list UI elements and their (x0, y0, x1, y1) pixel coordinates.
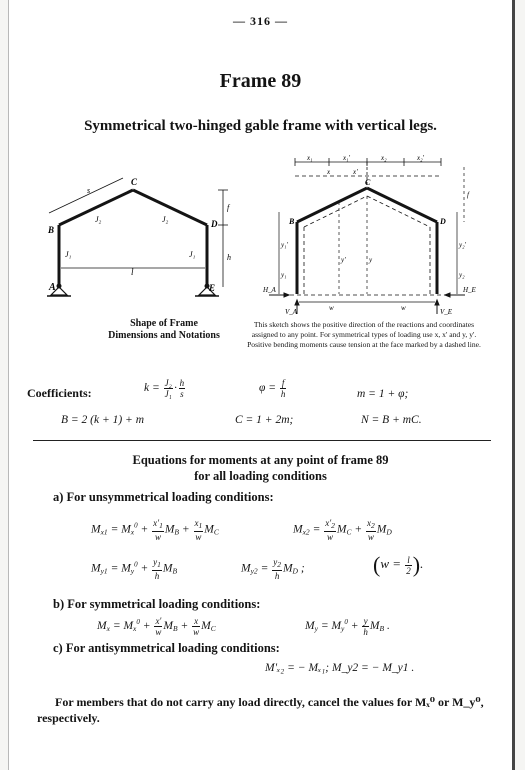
coefficient-n: N = B + mC. (361, 414, 422, 426)
label-x2-prime: x₂' (417, 154, 425, 162)
right-rafter (133, 190, 207, 225)
equation-mx1: $M_{x1} = M_x^0$ + $\frac{x'_1}{w}$ $M_B$ + $\frac{x_1}{w}$ $M_C$ (91, 518, 219, 542)
page-title: Frame 89 (219, 70, 302, 92)
label-w-left: w (329, 304, 334, 312)
label-x-prime: x' (353, 168, 358, 176)
label-x1-prime: x₁' (343, 154, 351, 162)
coefficient-b: B = 2 (k + 1) + m (61, 414, 144, 426)
label-j1-right: J₁ (189, 250, 196, 259)
figure-right-caption: This sketch shows the positive direction of the reactions and coordinates assigned to any point. For symmetrical types of loading use x, x' and y, y'. Positive bending moments cause tension at the face marked by a dashed line. (247, 320, 481, 349)
page-number: — 316 — (233, 14, 288, 28)
label-va: V_A (285, 308, 298, 316)
label-f: f (227, 203, 230, 212)
figure-left-caption: Shape of Frame Dimensions and Notations (108, 318, 220, 341)
label-j1-left: J₁ (65, 250, 72, 259)
section-b-heading: b) For symmetrical loading conditions: (53, 597, 261, 611)
label-j2-left: J₂ (95, 215, 102, 224)
label-d-right: D (440, 217, 446, 226)
section-c-heading: c) For antisymmetrical loading conditions: (53, 641, 280, 655)
equations-heading: Equations for moments at any point of frame 89 for all loading conditions (132, 453, 389, 483)
equation-my: $M_y = M_y^0$ + $\frac{y}{h}$ $M_B$ . (305, 616, 390, 637)
coefficient-c: C = 1 + 2m; (235, 414, 294, 426)
label-e: E (209, 283, 216, 293)
label-b-right: B (289, 217, 295, 226)
footer-paragraph: For members that do not carry any load directly, cancel the values for Mₓ⁰ or M_y⁰, respectively. (37, 695, 484, 725)
label-x2: x₂ (381, 154, 387, 162)
label-y-prime: y' (341, 256, 346, 264)
label-h: h (227, 253, 231, 262)
coefficient-m: m = 1 + φ; (357, 388, 409, 400)
section-a-heading: a) For unsymmetrical loading conditions: (53, 490, 274, 504)
equation-mx2: $M_{x2}$ = $\frac{x'_2}{w}$ $M_C$ + $\frac{x_2}{w}$ $M_D$ (293, 518, 392, 542)
equation-my1: $M_{y1} = M_y^0$ + $\frac{y_1}{h}$ $M_B$ (91, 557, 178, 581)
label-s: s (87, 186, 91, 195)
label-f-right: f (467, 191, 469, 199)
coefficient-phi: φ = $\frac{f}{h}$ (259, 378, 286, 399)
section-divider (33, 440, 491, 441)
dimension-line-s (49, 178, 123, 213)
label-j2-right: J₂ (162, 215, 169, 224)
frame-shape-diagram (37, 165, 257, 315)
label-y2: y₂ (459, 271, 465, 279)
label-x: x (327, 168, 331, 176)
coefficient-k: k = $\frac{\text{J₂}}{\text{J₁}}$ · $\frac{h}{s}$ (144, 378, 185, 399)
label-x1: x₁ (307, 154, 313, 162)
equation-mx: $M_x = M_x^0$ + $\frac{x'}{w}$ $M_B$ + $\frac{x}{w}$ $M_C$ (97, 616, 216, 637)
label-y1: y₁ (281, 271, 287, 279)
coefficients-label: Coefficients: (27, 386, 92, 400)
label-a: A (49, 282, 56, 293)
label-ha: H_A (263, 286, 276, 294)
label-y2-prime: y₂' (459, 241, 467, 249)
label-y1-prime: y₁' (281, 241, 289, 249)
label-b: B (48, 225, 55, 235)
book-page (8, 0, 515, 770)
page-subtitle: Symmetrical two-hinged gable frame with vertical legs. (84, 118, 437, 134)
label-c: C (131, 177, 138, 187)
label-w-right: w (401, 304, 406, 312)
label-d: D (211, 219, 218, 229)
label-he: H_E (463, 286, 476, 294)
equation-w: (w = $\frac{l}{2}$ ). (373, 552, 424, 577)
sign-convention-diagram (259, 152, 484, 317)
label-l: l (131, 267, 134, 277)
equation-antisymmetrical: M'ₓ₂ = − Mₓ₁; M_y2 = − M_y1 . (265, 662, 415, 674)
equation-my2: $M_{y2}$ = $\frac{y_2}{h}$ $M_D$ ; (241, 557, 305, 581)
label-c-right: C (365, 178, 371, 187)
label-y: y (369, 256, 373, 264)
label-ve: V_E (440, 308, 453, 316)
